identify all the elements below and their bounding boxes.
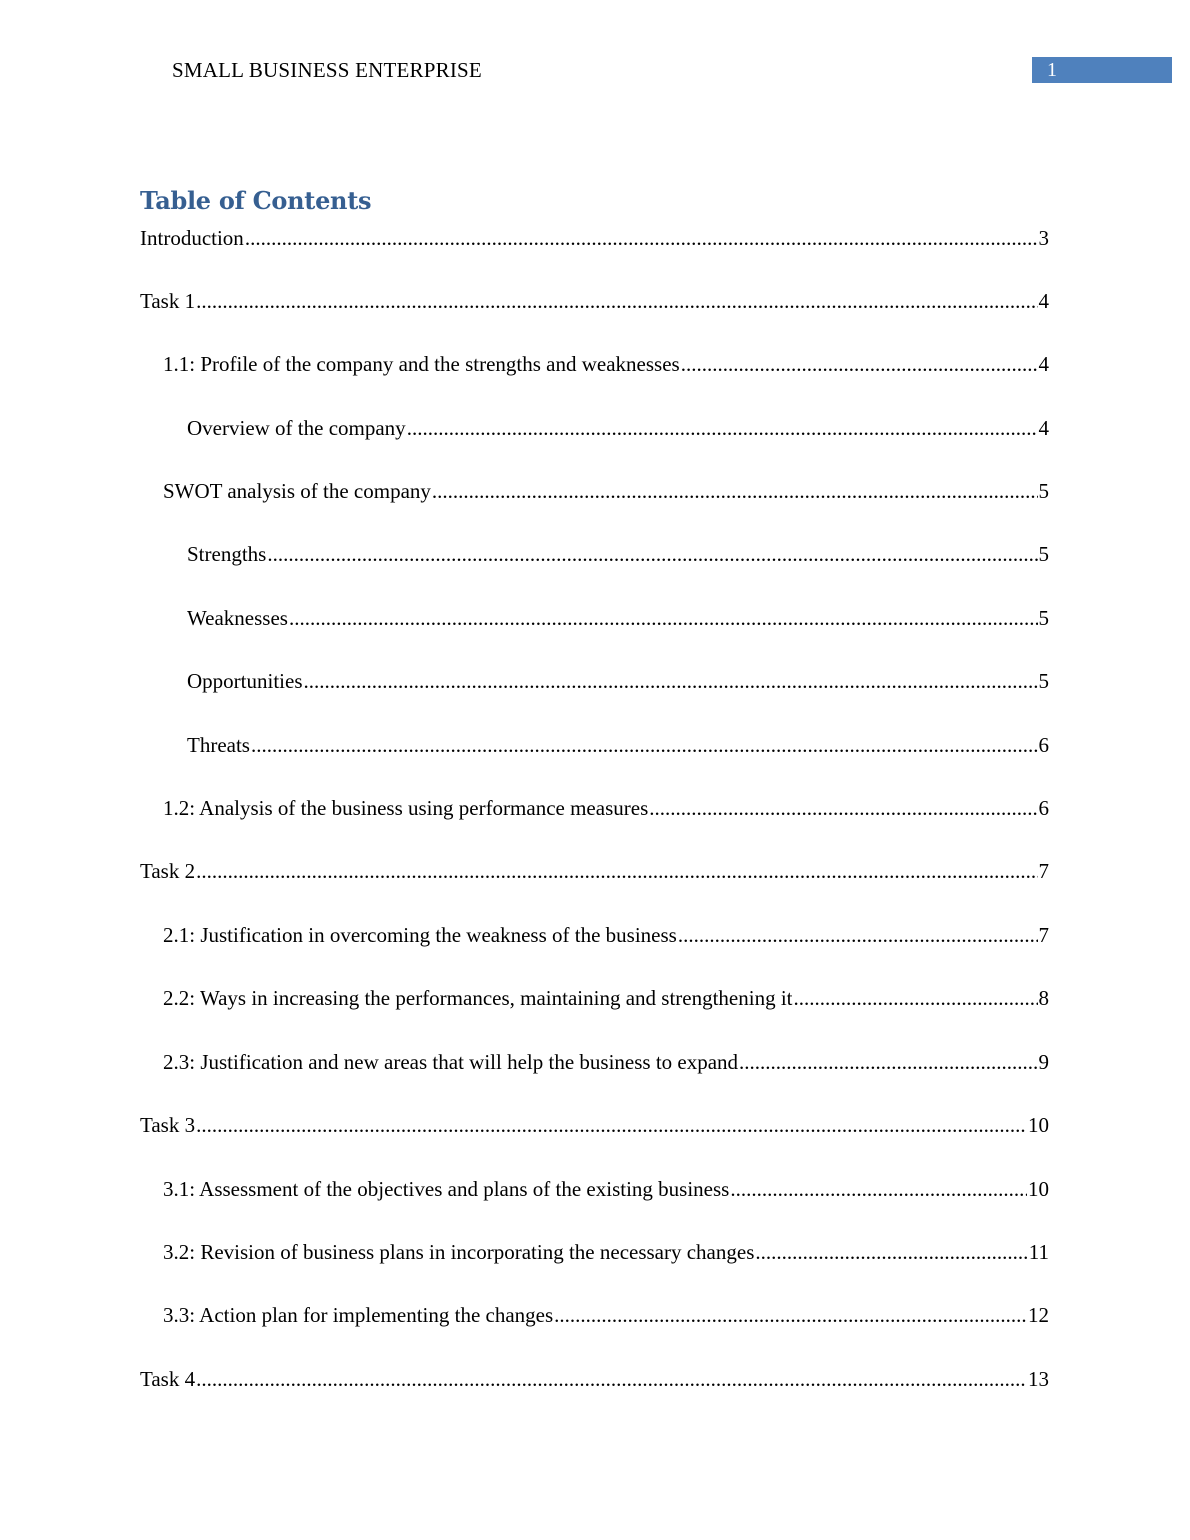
dot-leader	[739, 1049, 1037, 1075]
toc-entry-2-2[interactable]	[163, 985, 1049, 1011]
toc-entry-label: Threats	[187, 733, 250, 757]
toc-entry-opportunities[interactable]	[187, 668, 1049, 694]
toc-entry-1-2[interactable]	[163, 795, 1049, 821]
toc-heading: Table of Contents	[140, 186, 372, 215]
toc-entry-task-3[interactable]	[140, 1112, 1049, 1138]
toc-entry-task-1[interactable]	[140, 288, 1049, 314]
dot-leader	[251, 732, 1038, 758]
toc-entry-page: 4	[1038, 352, 1049, 376]
toc-entry-label: Task 3	[140, 1113, 196, 1137]
toc-entry-task-2[interactable]	[140, 858, 1049, 884]
toc-entry-page: 8	[1038, 986, 1049, 1010]
dot-leader	[755, 1239, 1027, 1265]
toc-entry-label: 3.2: Revision of business plans in incorporating the necessary changes	[163, 1240, 755, 1264]
dot-leader	[289, 605, 1038, 631]
toc-entry-page: 5	[1038, 669, 1049, 693]
toc-entry-label: Task 2	[140, 859, 196, 883]
toc-entry-label: 2.2: Ways in increasing the performances, maintaining and strengthening it	[163, 986, 793, 1010]
toc-entry-page: 3	[1038, 226, 1049, 250]
page-number-badge	[1032, 57, 1172, 83]
toc-entry-label: 2.3: Justification and new areas that will help the business to expand	[163, 1050, 739, 1074]
toc-entry-page: 6	[1038, 733, 1049, 757]
toc-entry-page: 7	[1038, 859, 1049, 883]
dot-leader	[649, 795, 1037, 821]
toc-entry-label: 3.3: Action plan for implementing the changes	[163, 1303, 554, 1327]
dot-leader	[304, 668, 1038, 694]
toc-entry-label: 3.1: Assessment of the objectives and plans of the existing business	[163, 1177, 730, 1201]
dot-leader	[196, 1366, 1027, 1392]
toc-entry-label: 2.1: Justification in overcoming the weakness of the business	[163, 923, 677, 947]
toc-entry-1-1[interactable]	[163, 351, 1049, 377]
toc-entry-label: Strengths	[187, 542, 267, 566]
toc-entry-overview[interactable]	[187, 415, 1049, 441]
toc-entry-page: 9	[1038, 1050, 1049, 1074]
toc-entry-page: 4	[1038, 416, 1049, 440]
toc-entry-label: Opportunities	[187, 669, 303, 693]
toc-entry-page: 5	[1038, 606, 1049, 630]
dot-leader	[554, 1302, 1027, 1328]
toc-entry-label: Overview of the company	[187, 416, 406, 440]
page-number: 1	[1047, 59, 1057, 81]
toc-entry-label: 1.2: Analysis of the business using performance measures	[163, 796, 649, 820]
toc-entry-label: Task 4	[140, 1367, 196, 1391]
dot-leader	[730, 1176, 1027, 1202]
toc-entry-page: 13	[1028, 1367, 1049, 1391]
dot-leader	[794, 985, 1038, 1011]
toc-entry-page: 4	[1038, 289, 1049, 313]
toc-entry-swot[interactable]	[163, 478, 1049, 504]
toc-entry-label: Introduction	[140, 226, 244, 250]
dot-leader	[196, 858, 1037, 884]
toc-entry-weaknesses[interactable]	[187, 605, 1049, 631]
toc-entry-page: 6	[1038, 796, 1049, 820]
toc-entry-page: 10	[1028, 1177, 1049, 1201]
dot-leader	[678, 922, 1038, 948]
toc-entry-page: 5	[1038, 542, 1049, 566]
dot-leader	[245, 225, 1038, 251]
dot-leader	[681, 351, 1038, 377]
toc-entry-label: 1.1: Profile of the company and the strengths and weaknesses	[163, 352, 680, 376]
toc-entry-page: 5	[1038, 479, 1049, 503]
toc-entry-2-3[interactable]	[163, 1049, 1049, 1075]
toc-entry-page: 11	[1028, 1240, 1049, 1264]
toc-entry-label: SWOT analysis of the company	[163, 479, 431, 503]
toc-entry-page: 12	[1028, 1303, 1049, 1327]
toc-entry-label: Task 1	[140, 289, 196, 313]
toc-entry-page: 7	[1038, 923, 1049, 947]
toc-entry-2-1[interactable]	[163, 922, 1049, 948]
running-head-title: SMALL BUSINESS ENTERPRISE	[172, 58, 482, 82]
toc-entry-task-4[interactable]	[140, 1366, 1049, 1392]
dot-leader	[407, 415, 1038, 441]
toc-entry-threats[interactable]	[187, 732, 1049, 758]
toc-entry-introduction[interactable]	[140, 225, 1049, 251]
dot-leader	[267, 541, 1037, 567]
toc-entry-label: Weaknesses	[187, 606, 288, 630]
dot-leader	[432, 478, 1038, 504]
dot-leader	[196, 288, 1037, 314]
toc-entry-3-1[interactable]	[163, 1176, 1049, 1202]
toc-entry-3-3[interactable]	[163, 1302, 1049, 1328]
dot-leader	[196, 1112, 1027, 1138]
toc-entry-strengths[interactable]	[187, 541, 1049, 567]
toc-entry-page: 10	[1028, 1113, 1049, 1137]
toc-entry-3-2[interactable]	[163, 1239, 1049, 1265]
